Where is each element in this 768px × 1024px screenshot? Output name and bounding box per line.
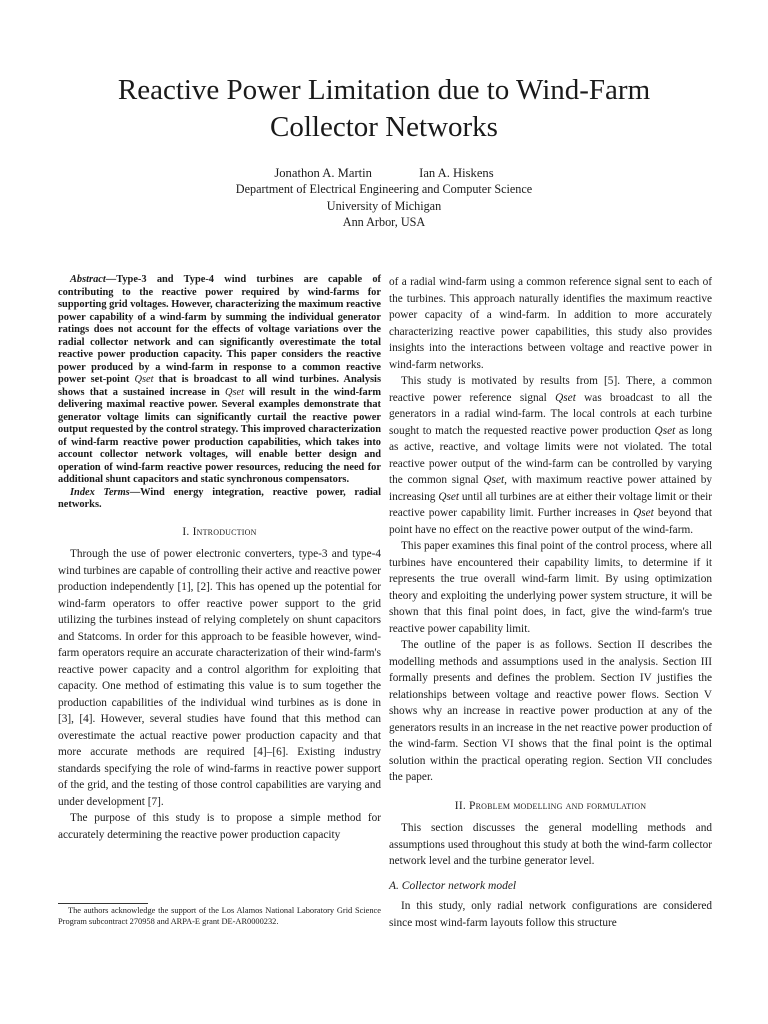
paragraph: The purpose of this study is to propose a simple method for accurately determining the reactive power production capacity xyxy=(58,812,381,841)
text-run: This study is motivated by results from [5]. There, a common reactive power reference signal xyxy=(389,375,712,404)
index-terms-text: —Wind energy integration, reactive power, radial networks. xyxy=(58,486,381,510)
section-heading: I. Introduction xyxy=(182,525,257,538)
paragraph: of a radial wind-farm using a common reference signal sent to each of the turbines. This approach naturally identifies the maximum reactive power capacity of a wind-farm. In addition to more accurately characterizing reactive power capabilities, this study also provides insights into the interactions between voltage and reactive power in wind-farm networks. xyxy=(389,276,712,371)
math-qset: Qset xyxy=(633,507,654,519)
affiliation-university: University of Michigan xyxy=(326,198,442,213)
paragraph: The outline of the paper is as follows. Section II describes the modelling methods and assumptions used in the analysis. Section III formally presents and defines the problem. Section IV justifies the relationships between voltage and reactive power flows. Section V shows why an increase in reactive power production at any of the generators results in an increase in the net reactive power production of the wind-farm. Section VI shows that the final point is the optimal solution within the practical operating region. Section VII concludes the paper. xyxy=(389,639,712,783)
author-list xyxy=(0,166,768,181)
text-run: as long as active, reactive, and voltage limits were not violated. The total reactive power output of the wind-farm can be controlled by varying the common signal xyxy=(389,424,712,486)
math-qset: Qset xyxy=(438,490,460,503)
paragraph: This section discusses the general modelling methods and assumptions used throughout this study at both the wind-farm collector network level and the turbine generator level. xyxy=(389,822,712,867)
abstract xyxy=(58,274,381,487)
text-run: was broadcast to all the generators in a radial wind-farm. The local controls at each turbine sought to match the requested reactive power production xyxy=(389,391,713,437)
abstract-text-1: —Type-3 and Type-4 wind turbines are capable of contributing to the reactive power required by wind-farms for supporting grid voltages. However, characterizing the maximum reactive power capability of a wind-farm by summing the individual generator ratings does not account for the effects of voltage variations over the radial collector network and can significantly overestimate the total reactive power production capacity. This paper considers the reactive power produced by a wind-farm in response to a common reactive power set-point xyxy=(58,274,381,385)
math-qset: Qset xyxy=(654,424,676,437)
title-line-2: Collector Networks xyxy=(270,111,498,143)
left-column xyxy=(58,274,381,843)
right-column xyxy=(389,274,712,931)
paragraph: In this study, only radial network configurations are considered since most wind-farm layouts follow this structure xyxy=(389,900,712,929)
text-run: , with maximum reactive power attained by increasing xyxy=(389,474,713,503)
index-terms xyxy=(58,487,381,512)
affiliation-dept: Department of Electrical Engineering and Computer Science xyxy=(235,182,533,196)
text-run: beyond that point have no effect on the reactive power output of the wind-farm. xyxy=(389,507,713,536)
paragraph: Through the use of power electronic converters, type-3 and type-4 wind turbines are capable of controlling their active and reactive power production independently [1], [2]. This has opened up the potential for wind-farm operators to offer reactive power support to the grid utilizing the turbines instead of relying completely on shunt capacitors and Statcoms. In order for this approach to be feasible however, wind-farm operators require an accurate characterization of their wind-farm's reactive power capacity and a control algorithm for exploiting that capacity. One method of estimating this value is to sum together the production capabilities of the individual wind turbines as is done in [3], [4]. However, several studies have found that this method can overestimate the actual reactive power production capacity and that more accurate methods are required [4]–[6]. Existing industry standards specifying the role of wind-farms in reactive power support of the grid, and the testing of those control capabilities are varying and under development [7]. xyxy=(58,548,381,808)
subsection-heading: A. Collector network model xyxy=(389,879,517,892)
author-name: Ian A. Hiskens xyxy=(419,166,494,180)
math-qset: Qset xyxy=(134,374,154,385)
index-terms-lead: Index Terms xyxy=(70,486,130,498)
math-qset: Qset xyxy=(483,474,505,486)
math-qset: Qset xyxy=(224,386,245,398)
paper-title xyxy=(0,72,768,146)
footnote-rule xyxy=(58,903,148,904)
abstract-lead: Abstract xyxy=(70,274,106,285)
math-qset: Qset xyxy=(555,391,576,404)
affiliation-location: Ann Arbor, USA xyxy=(342,215,426,229)
section-heading: II. Problem modelling and formulation xyxy=(454,799,647,812)
abstract-text-3: will result in the wind-farm delivering maximal reactive power. Several examples demonstrate that generator voltage limits can significantly curtail the reactive power output requested by the control strategy. This improved characterization of wind-farm reactive power production capabilities, which takes into account collector network voltages, will enable better design and operation of wind-farm reactive power resources, reducing the need for additional shunt capacitors and static synchronous compensators. xyxy=(58,386,381,485)
text-run: until all turbines are at either their voltage limit or their reactive power capability limit. Further increases in xyxy=(389,490,713,519)
title-line-1: Reactive Power Limitation due to Wind-Farm xyxy=(117,74,651,106)
paragraph: This paper examines this final point of the control process, where all turbines have encountered their capability limits, to determine if it represents the true overall wind-farm limit. By using optimization theory and exploiting the underlying power system structure, it will be shown that this final point does, in fact, give the wind-farm's true reactive power capability limit. xyxy=(389,540,712,635)
abstract-text-2: that is broadcast to all wind turbines. Analysis shows that a sustained increase in xyxy=(58,374,381,398)
title-block xyxy=(0,72,768,231)
footnote: The authors acknowledge the support of the Los Alamos National Laboratory Grid Science Program subcontract 270958 and ARPA-E grant DE-AR0000232. xyxy=(58,906,381,926)
paragraph xyxy=(389,373,712,538)
author-name: Jonathon A. Martin xyxy=(274,166,372,180)
